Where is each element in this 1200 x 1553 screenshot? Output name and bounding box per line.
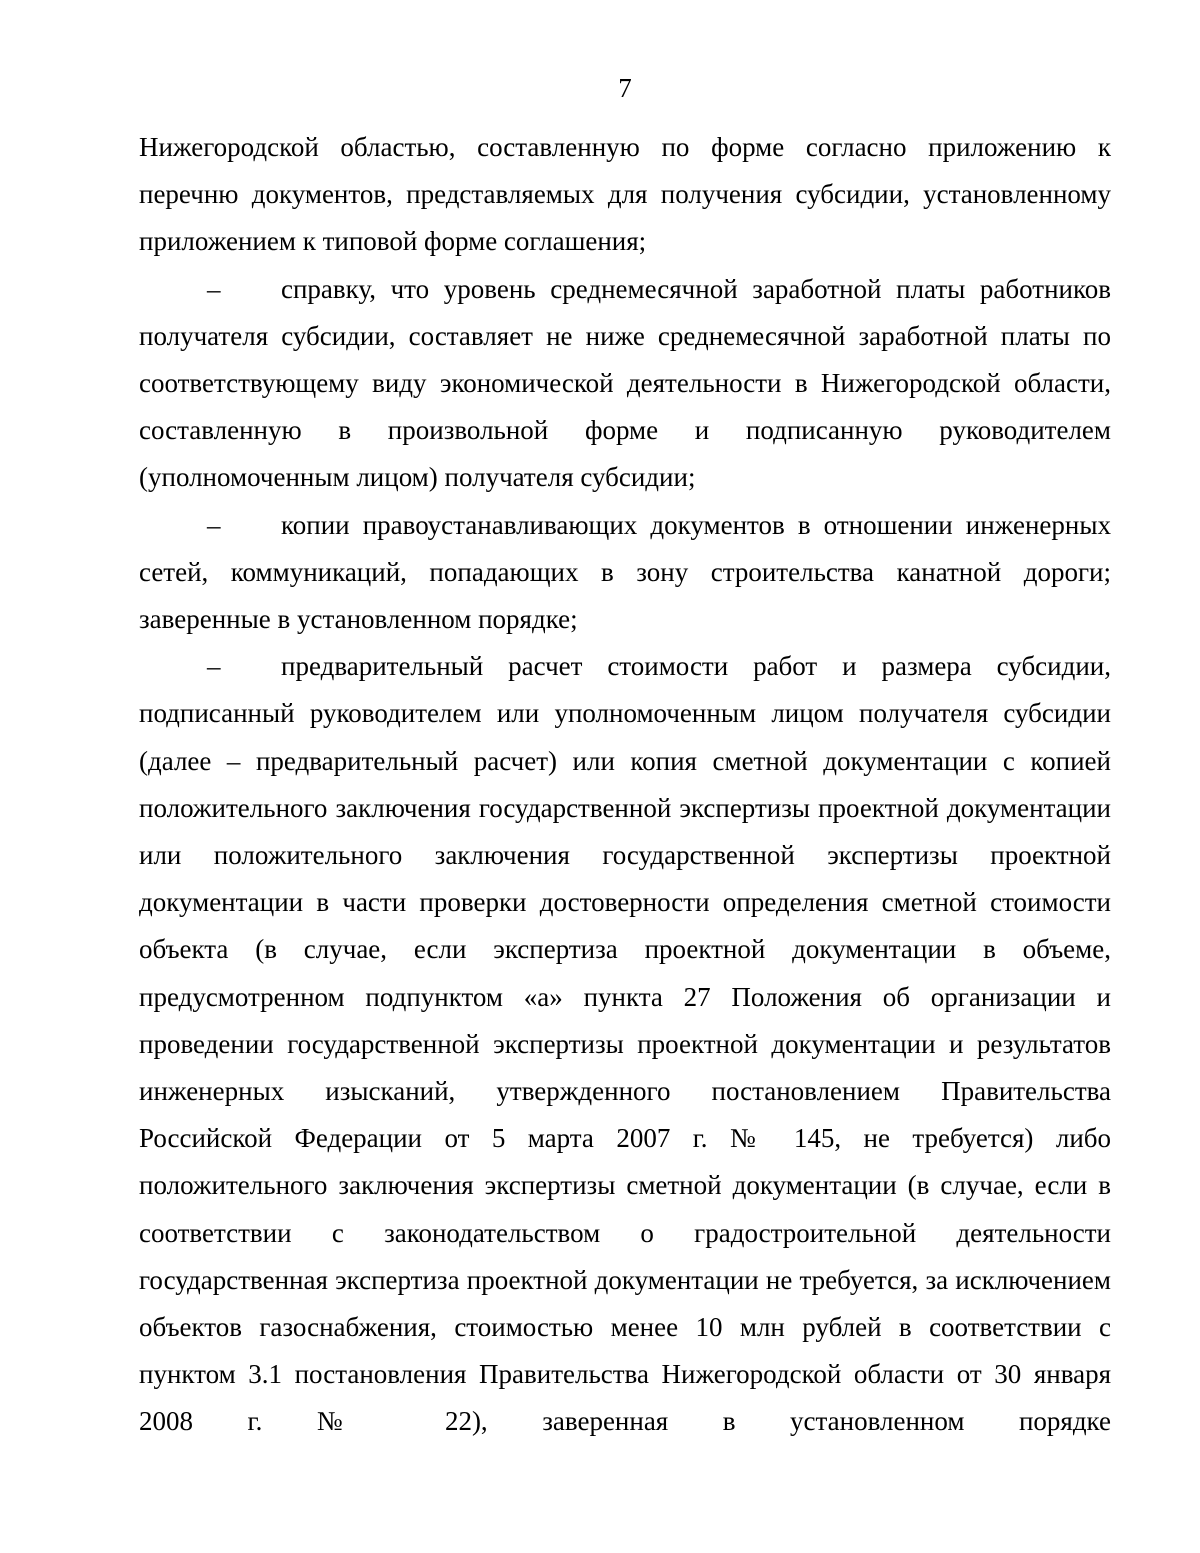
paragraph-continuation: Нижегородской областью, составленную по форме согласно приложению к перечню документов, представляемых для получения субсидии, установленному приложением к типовой форме соглашения; — [139, 132, 1111, 257]
list-item-text: предварительный расчет стоимости работ и размера субсидии, подписанный руководителем или уполномоченным лицом получателя субсидии (далее – предварительный расчет) или копия сметной документации с копией положительного заключения государственной экспертизы проектной документации или положительного заключения государственной экспертизы проектной документации в части проверки достоверности определения сметной стоимости объекта (в случае, если экспертиза проектной документации в объеме, предусмотренном подпунктом «а» пункта 27 Положения об организации и проведении государственной экспертизы проектной документации и результатов инженерных изысканий, утвержденного постановлением Правительства Российской Федерации от 5 марта 2007 г. № 145, не требуется) либо положительного заключения экспертизы сметной документации (в случае, если в соответствии с законодательством о градостроительной деятельности государственная экспертиза проектной документации не требуется, за исключением объектов газоснабжения, стоимостью менее 10 млн рублей в соответствии с пунктом 3.1 постановления Правительства Нижегородской области от 30 января 2008 г. № 22), заверенная в установленном порядке — [139, 651, 1111, 1437]
list-item — [139, 266, 1111, 502]
list-item-text: справку, что уровень среднемесячной заработной платы работников получателя субсидии, составляет не ниже среднемесячной заработной платы по соответствующему виду экономической деятельности в Нижегородской области, составленную в произвольной форме и подписанную руководителем (уполномоченным лицом) получателя субсидии; — [139, 273, 1111, 493]
dash-marker: – — [207, 651, 221, 682]
list-item-text: копии правоустанавливающих документов в отношении инженерных сетей, коммуникаций, попадающих в зону строительства канатной дороги; заверенные в установленном порядке; — [139, 509, 1111, 635]
dash-marker: – — [207, 509, 221, 540]
list-item — [139, 502, 1111, 644]
list-item — [139, 643, 1111, 1445]
document-body — [139, 124, 1111, 1446]
page-number: 7 — [618, 73, 632, 103]
dash-marker: – — [207, 273, 221, 304]
